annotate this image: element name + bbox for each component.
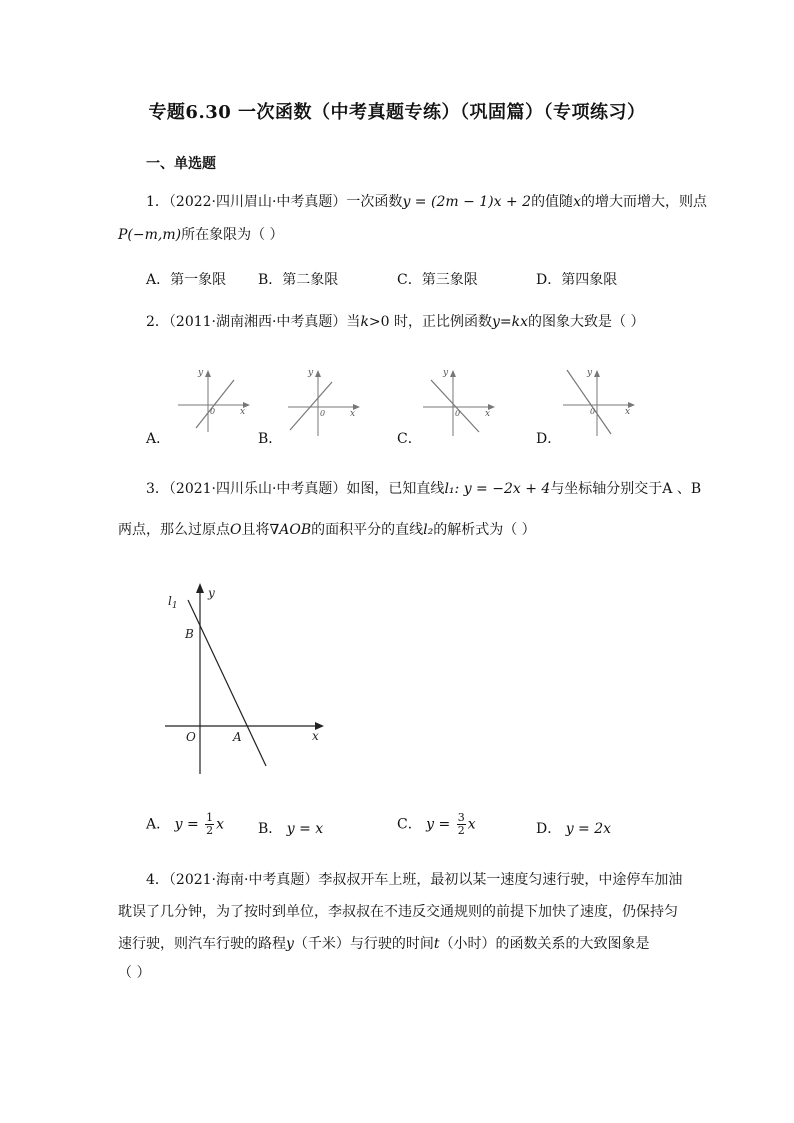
q4-line3-b: （千米）与行驶的时间: [293, 936, 434, 952]
q3-fig-o: O: [186, 730, 196, 744]
q2-option-c-label[interactable]: C．: [397, 431, 422, 447]
q2-graph-a[interactable]: [170, 360, 260, 435]
q1-var: x: [573, 194, 581, 210]
q3-fig-b: B: [185, 627, 194, 641]
q4-line3-c: （小时）的函数关系的大致图象是: [439, 936, 650, 952]
q3-c-fraction: $\frac{3}{2}$: [457, 811, 465, 837]
q3-figure: [160, 580, 340, 780]
question-1-line-1: [146, 192, 707, 212]
q3-fig-a: A: [233, 730, 242, 744]
q1-point: P(−m,m): [118, 227, 182, 243]
q2-c-x-label: x: [485, 409, 491, 419]
q2-a-x-label: x: [240, 407, 246, 417]
q2-c-origin: 0: [455, 409, 461, 418]
q2-tail: 的图象大致是（ ）: [528, 314, 645, 330]
q2-d-x-label: x: [625, 407, 631, 417]
question-3-line-2: [118, 520, 536, 540]
q2-k: k: [360, 314, 369, 330]
q3-origin-o: O: [230, 522, 242, 538]
question-4-line-1: 4．（2021·海南·中考真题）李叔叔开车上班，最初以某一速度匀速行驶，中途停车加油: [146, 872, 683, 888]
q3-a-lhs: y =: [174, 816, 199, 833]
q4-y: y: [286, 936, 294, 952]
q2-c-y-label: y: [443, 368, 449, 378]
page-title: 专题6.30 一次函数（中考真题专练）（巩固篇）（专项练习）: [148, 102, 646, 123]
q3-l2: l₂: [423, 522, 434, 538]
q1-line2: 所在象限为（ ）: [181, 227, 284, 243]
question-4-line-2: 耽误了几分钟，为了按时到单位，李叔叔在不违反交通规则的前提下加快了速度，仍保持匀: [118, 904, 678, 920]
q2-d-y-label: y: [587, 368, 593, 378]
q3-option-a[interactable]: [146, 812, 224, 837]
question-4-line-3: [118, 934, 650, 954]
q3-b-expr: y = x: [286, 821, 324, 837]
q2-prefix: 2．（2011·湖南湘西·中考真题）当: [146, 314, 361, 330]
q2-option-d-label[interactable]: D．: [536, 431, 562, 447]
q3-line2-b: 且将: [241, 522, 270, 538]
q4-line3-a: 速行驶，则汽车行驶的路程: [118, 936, 286, 952]
q3-a-x: x: [216, 816, 225, 833]
q3-d-letter: D．: [536, 821, 562, 837]
q2-graph-d[interactable]: [555, 362, 645, 437]
q3-fig-x: x: [312, 729, 319, 743]
q2-d-origin: 0: [590, 407, 596, 416]
q1-option-c[interactable]: C．第三象限: [397, 272, 478, 288]
q2-a-origin: 0: [210, 407, 216, 416]
q3-equation: : y = −2x + 4: [454, 481, 551, 497]
q3-line2-d: 的解析式为（ ）: [433, 522, 536, 538]
question-2-text: [146, 312, 645, 332]
q3-c-lhs: y =: [426, 816, 451, 833]
q1-prefix: 1．（2022·四川眉山·中考真题）一次函数: [146, 194, 403, 210]
q2-a-y-label: y: [198, 368, 204, 378]
q1-option-d[interactable]: D．第四象限: [536, 272, 618, 288]
question-1-line-2: [118, 225, 284, 245]
q1-option-a[interactable]: A．第一象限: [146, 272, 227, 288]
q2-b-origin: 0: [320, 409, 326, 418]
q4-t: t: [433, 936, 440, 952]
q3-option-d[interactable]: [536, 818, 611, 838]
q3-option-c[interactable]: [397, 812, 476, 837]
q3-tail: 与坐标轴分别交于A 、B: [550, 481, 702, 497]
q2-graph-b[interactable]: [280, 362, 370, 437]
q1-tail: 的增大而增大，则点: [580, 194, 707, 210]
q3-d-expr: y = 2x: [565, 821, 612, 837]
q3-prefix: 3．（2021·四川乐山·中考真题）如图，已知直线: [146, 481, 445, 497]
q3-c-letter: C．: [397, 816, 422, 833]
q1-option-b[interactable]: B．第二象限: [258, 272, 339, 288]
q2-option-a-label[interactable]: A．: [146, 431, 171, 447]
question-3-line-1: [146, 479, 701, 499]
question-4-line-4: （ ）: [118, 965, 151, 981]
q3-c-x: x: [467, 816, 476, 833]
q3-triangle: ∇AOB: [269, 522, 312, 538]
q2-b-x-label: x: [350, 409, 356, 419]
q3-line2-a: 两点，那么过原点: [118, 522, 230, 538]
q3-fig-l1: $l_1$: [168, 594, 178, 611]
q3-b-letter: B．: [258, 821, 283, 837]
q2-cond: >0 时，正比例函数: [368, 314, 493, 330]
q2-b-y-label: y: [308, 368, 314, 378]
section-heading: 一、单选题: [146, 156, 216, 172]
q3-fig-y: y: [208, 586, 215, 600]
q3-line2-c: 的面积平分的直线: [311, 522, 424, 538]
q1-formula: y = (2m − 1)x + 2: [402, 194, 532, 210]
q2-option-b-label[interactable]: B．: [258, 431, 283, 447]
q3-a-fraction: $\frac{1}{2}$: [206, 811, 214, 837]
q1-mid: 的值随: [531, 194, 574, 210]
q3-a-letter: A．: [146, 816, 171, 833]
q2-func: y=kx: [492, 314, 529, 330]
q3-option-b[interactable]: [258, 818, 323, 838]
q3-line-name: l₁: [444, 481, 455, 497]
q2-graph-c[interactable]: [415, 362, 505, 437]
